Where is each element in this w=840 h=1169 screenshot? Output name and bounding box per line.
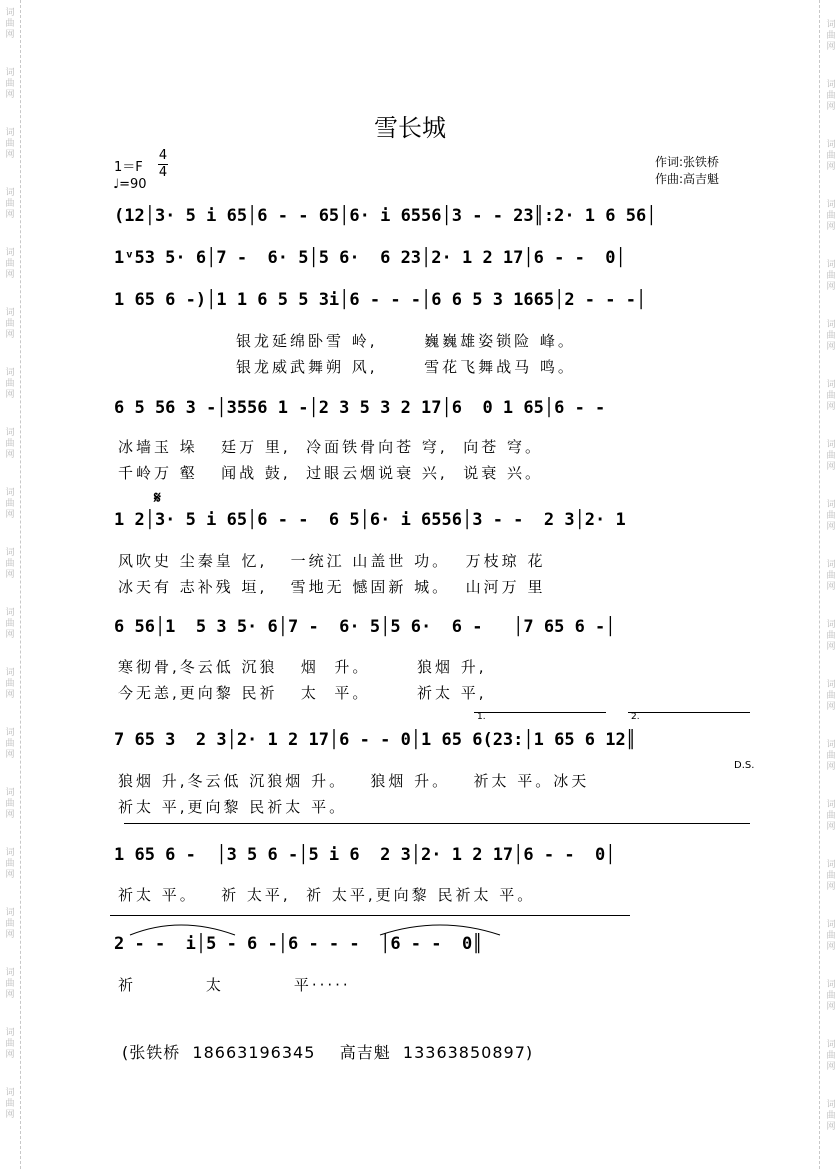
volta-1-bracket — [474, 712, 606, 713]
notation-line-8: 1 65 6 - │3 5 6 -│5 i 6 2 3│2· 1 2 17│6 - - 0│ — [114, 845, 616, 865]
section-bracket — [124, 823, 750, 824]
lyric-verse-1: 冰墙玉 垛 廷万 里, 冷面铁骨向苍 穹, 向苍 穹。 — [118, 438, 543, 456]
watermark: 词曲网 — [826, 980, 836, 1012]
watermark: 词曲网 — [5, 8, 15, 40]
notation-line-3: 1 65 6 -)│1 1 6 5 5 3i│6 - - -│6 6 5 3 1665│2 - - -│ — [114, 290, 647, 310]
volta-2-bracket — [628, 712, 750, 713]
watermark: 词曲网 — [826, 320, 836, 352]
contact-info: (张铁桥 18663196345 高吉魁 13363850897) — [122, 1043, 534, 1062]
lyric-verse-1: 狼烟 升,冬云低 沉狼烟 升。 狼烟 升。 祈太 平。冰天 — [118, 772, 590, 790]
notation-line-6: 6 56│1 5 3 5· 6│7 - 6· 5│5 6· 6 - │7 65 6 -│ — [114, 617, 616, 637]
left-watermark-strip — [0, 0, 21, 1169]
segno-sign: 𝄋 — [154, 488, 161, 507]
right-watermark-strip — [819, 0, 840, 1169]
watermark: 词曲网 — [826, 1040, 836, 1072]
dal-segno-mark: D.S. — [734, 760, 755, 771]
notation-line-4: 6 5 56 3 -│3556 1 -│2 3 5 3 2 17│6 0 1 65│6 - - — [114, 398, 606, 418]
watermark: 词曲网 — [5, 1088, 15, 1120]
watermark: 词曲网 — [826, 380, 836, 412]
watermark: 词曲网 — [5, 1028, 15, 1060]
watermark: 词曲网 — [5, 728, 15, 760]
watermark: 词曲网 — [826, 560, 836, 592]
watermark: 词曲网 — [826, 860, 836, 892]
watermark: 词曲网 — [5, 788, 15, 820]
lyric-line: 祈太 平。 祈 太平, 祈 太平,更向黎 民祈太 平。 — [118, 886, 536, 904]
song-title: 雪长城 — [374, 114, 446, 142]
watermark: 词曲网 — [5, 248, 15, 280]
lyric-verse-2: 冰天有 志补残 垣, 雪地无 憾固新 城。 山河万 里 — [118, 578, 546, 596]
watermark: 词曲网 — [5, 308, 15, 340]
watermark: 词曲网 — [826, 140, 836, 172]
watermark: 词曲网 — [5, 608, 15, 640]
lyric-verse-2: 祈太 平,更向黎 民祈太 平。 — [118, 798, 348, 816]
watermark: 词曲网 — [826, 200, 836, 232]
watermark: 词曲网 — [5, 968, 15, 1000]
watermark: 词曲网 — [826, 920, 836, 952]
watermark: 词曲网 — [5, 488, 15, 520]
lyric-verse-2: 银龙威武舞朔 风, 雪花飞舞战马 鸣。 — [236, 358, 576, 376]
watermark: 词曲网 — [5, 68, 15, 100]
watermark: 词曲网 — [826, 500, 836, 532]
time-signature-bottom: 4 — [158, 165, 168, 180]
tempo-marking — [113, 177, 147, 192]
lyric-verse-2: 千岭万 壑 闻战 鼓, 过眼云烟说衰 兴, 说衰 兴。 — [118, 464, 543, 482]
notation-line-9: 2 - - i│5 - 6 -│6 - - - │6 - - 0║ — [114, 934, 483, 954]
composer-credit: 作曲:高吉魁 — [655, 172, 720, 186]
watermark: 词曲网 — [826, 1100, 836, 1132]
watermark: 词曲网 — [5, 188, 15, 220]
notation-line-7: 7 65 3 2 3│2· 1 2 17│6 - - 0│1 65 6(23:│1 65 6 12║ — [114, 730, 636, 750]
watermark: 词曲网 — [5, 848, 15, 880]
watermark: 词曲网 — [826, 800, 836, 832]
lyric-verse-1: 银龙延绵卧雪 岭, 巍巍雄姿锁险 峰。 — [236, 332, 576, 350]
quarter-note-icon: ♩ — [113, 177, 120, 192]
watermark: 词曲网 — [826, 440, 836, 472]
watermark: 词曲网 — [826, 620, 836, 652]
tempo-value: =90 — [119, 177, 147, 192]
watermark: 词曲网 — [5, 908, 15, 940]
notation-line-1: (12│3· 5 i 65│6 - - 65│6· i 6556│3 - - 23║:2· 1 6 56│ — [114, 206, 657, 226]
volta-1-label: 1. — [477, 712, 486, 722]
watermark: 词曲网 — [826, 680, 836, 712]
lyric-verse-2: 今无恙,更向黎 民祈 太 平。 祈太 平, — [118, 684, 487, 702]
watermark: 词曲网 — [826, 260, 836, 292]
lyric-verse-1: 风吹史 尘秦皇 忆, 一统江 山盖世 功。 万枝琼 花 — [118, 552, 546, 570]
watermark: 词曲网 — [826, 20, 836, 52]
watermark: 词曲网 — [5, 128, 15, 160]
watermark: 词曲网 — [5, 368, 15, 400]
time-signature — [158, 148, 168, 181]
key-signature: 1＝F — [114, 160, 143, 175]
volta-2-label: 2. — [631, 712, 640, 722]
lyricist-credit: 作词:张铁桥 — [655, 155, 720, 169]
lyric-verse-1: 寒彻骨,冬云低 沉狼 烟 升。 狼烟 升, — [118, 658, 487, 676]
watermark: 词曲网 — [5, 548, 15, 580]
watermark: 词曲网 — [826, 80, 836, 112]
watermark: 词曲网 — [5, 428, 15, 460]
notation-line-5: 1 2│3· 5 i 65│6 - - 6 5│6· i 6556│3 - - 2 3│2· 1 — [114, 510, 626, 530]
lyric-line: 祈 太 平····· — [118, 976, 351, 994]
time-signature-top: 4 — [158, 148, 168, 163]
watermark: 词曲网 — [5, 668, 15, 700]
notation-line-2: 1ᵛ53 5· 6│7 - 6· 5│5 6· 6 23│2· 1 2 17│6 - - 0│ — [114, 248, 626, 268]
watermark: 词曲网 — [826, 740, 836, 772]
